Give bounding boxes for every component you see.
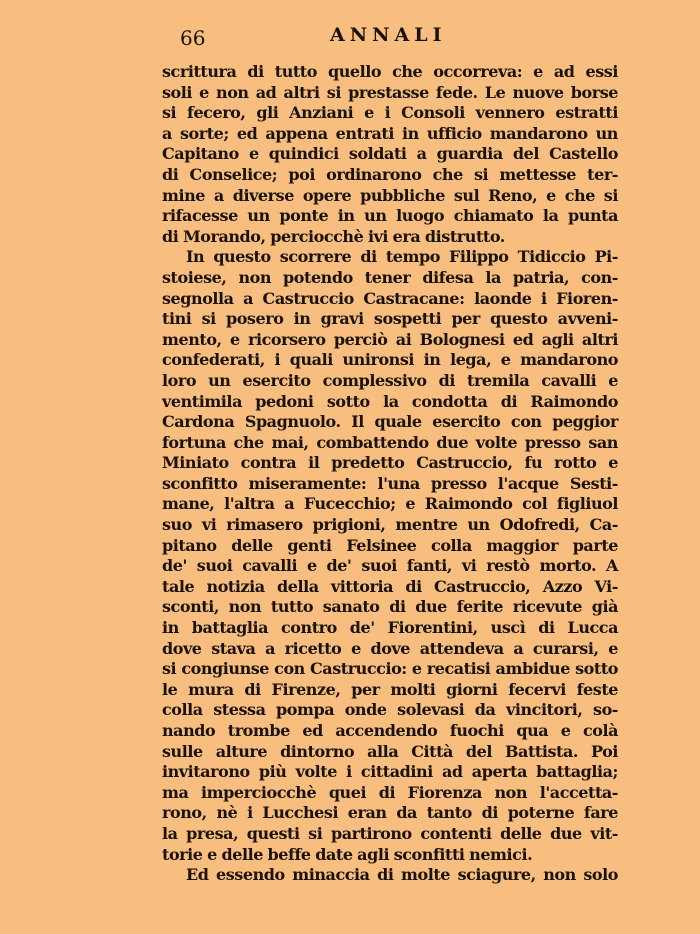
text-line: invitarono più volte i cittadini ad aperta battaglia; [162, 762, 618, 782]
text-line: di Conselice; poi ordinarono che si mettesse ter- [162, 164, 618, 184]
text-line: mine a diverse opere pubbliche sul Reno, e che si [162, 185, 618, 205]
text-line: colla stessa pompa onde solevasi da vincitori, so- [162, 700, 618, 720]
text-line: stoiese, non potendo tener difesa la patria, con- [162, 267, 618, 287]
text-line: tale notizia della vittoria di Castruccio, Azzo Vi- [162, 576, 618, 596]
running-title: ANNALI [330, 24, 447, 46]
text-line: soli e non ad altri si prestasse fede. Le nuove borse [162, 82, 618, 102]
text-line: la presa, questi si partirono contenti delle due vit- [162, 823, 618, 843]
text-line: nando trombe ed accendendo fuochi qua e colà [162, 721, 618, 740]
page-number: 66 [180, 26, 206, 50]
text-line: loro un esercito complessivo di tremila cavalli e [162, 370, 618, 390]
page-header [162, 24, 618, 52]
text-line: mento, e ricorsero perciò ai Bolognesi ed agli altri [162, 329, 618, 349]
text-line: tini si posero in gravi sospetti per questo avveni- [162, 309, 618, 329]
text-line: segnolla a Castruccio Castracane: laonde i Fioren- [162, 288, 618, 308]
text-line: sulle alture dintorno alla Città del Battista. Poi [162, 741, 618, 761]
text-line: si congiunse con Castruccio: e recatisi ambidue sotto [162, 659, 618, 679]
text-line: in battaglia contro de' Fiorentini, uscì di Lucca [162, 618, 618, 638]
text-line: a sorte; ed appena entrati in ufficio mandarono un [162, 123, 618, 143]
text-line: Cardona Spagnuolo. Il quale esercito con peggior [162, 412, 618, 432]
text-line: di Morando, perciocchè ivi era distrutto. [162, 226, 505, 246]
text-line: scrittura di tutto quello che occorreva: e ad essi [162, 62, 618, 81]
text-line: rifacesse un ponte in un luogo chiamato la punta [162, 206, 618, 226]
text-line: rono, nè i Lucchesi eran da tanto di poterne fare [162, 803, 618, 823]
text-line: confederati, i quali unironsi in lega, e mandarono [162, 350, 618, 370]
text-line: In questo scorrere di tempo Filippo Tidiccio Pi- [186, 247, 618, 267]
text-line: mane, l'altra a Fucecchio; e Raimondo col figliuol [162, 494, 618, 514]
text-line: si fecero, gli Anziani e i Consoli vennero estratti [162, 103, 618, 123]
text-line: de' suoi cavalli e de' suoi fanti, vi restò morto. A [162, 556, 618, 576]
text-line: sconti, non tutto sanato di due ferite ricevute già [162, 597, 618, 617]
text-line: suo vi rimasero prigioni, mentre un Odofredi, Ca- [162, 515, 618, 535]
text-line: Capitano e quindici soldati a guardia del Castello [162, 144, 618, 164]
text-line: torie e delle beffe date agli sconfitti nemici. [162, 844, 533, 864]
text-line: pitano delle genti Felsinee colla maggior parte [162, 535, 618, 555]
body-text [162, 62, 618, 886]
text-line: le mura di Firenze, per molti giorni fecervi feste [162, 679, 618, 699]
text-line: Ed essendo minaccia di molte sciagure, non solo [186, 865, 618, 885]
text-line: Miniato contra il predetto Castruccio, fu rotto e [162, 453, 618, 473]
text-line: fortuna che mai, combattendo due volte presso san [162, 432, 618, 452]
text-line: ma imperciocchè quei di Fiorenza non l'accetta- [162, 782, 618, 802]
text-line: ventimila pedoni sotto la condotta di Raimondo [162, 391, 618, 411]
text-line: sconfitto miseramente: l'una presso l'acque Sesti- [162, 473, 618, 493]
book-page [162, 24, 618, 886]
text-line: dove stava a ricetto e dove attendeva a curarsi, e [162, 638, 618, 658]
